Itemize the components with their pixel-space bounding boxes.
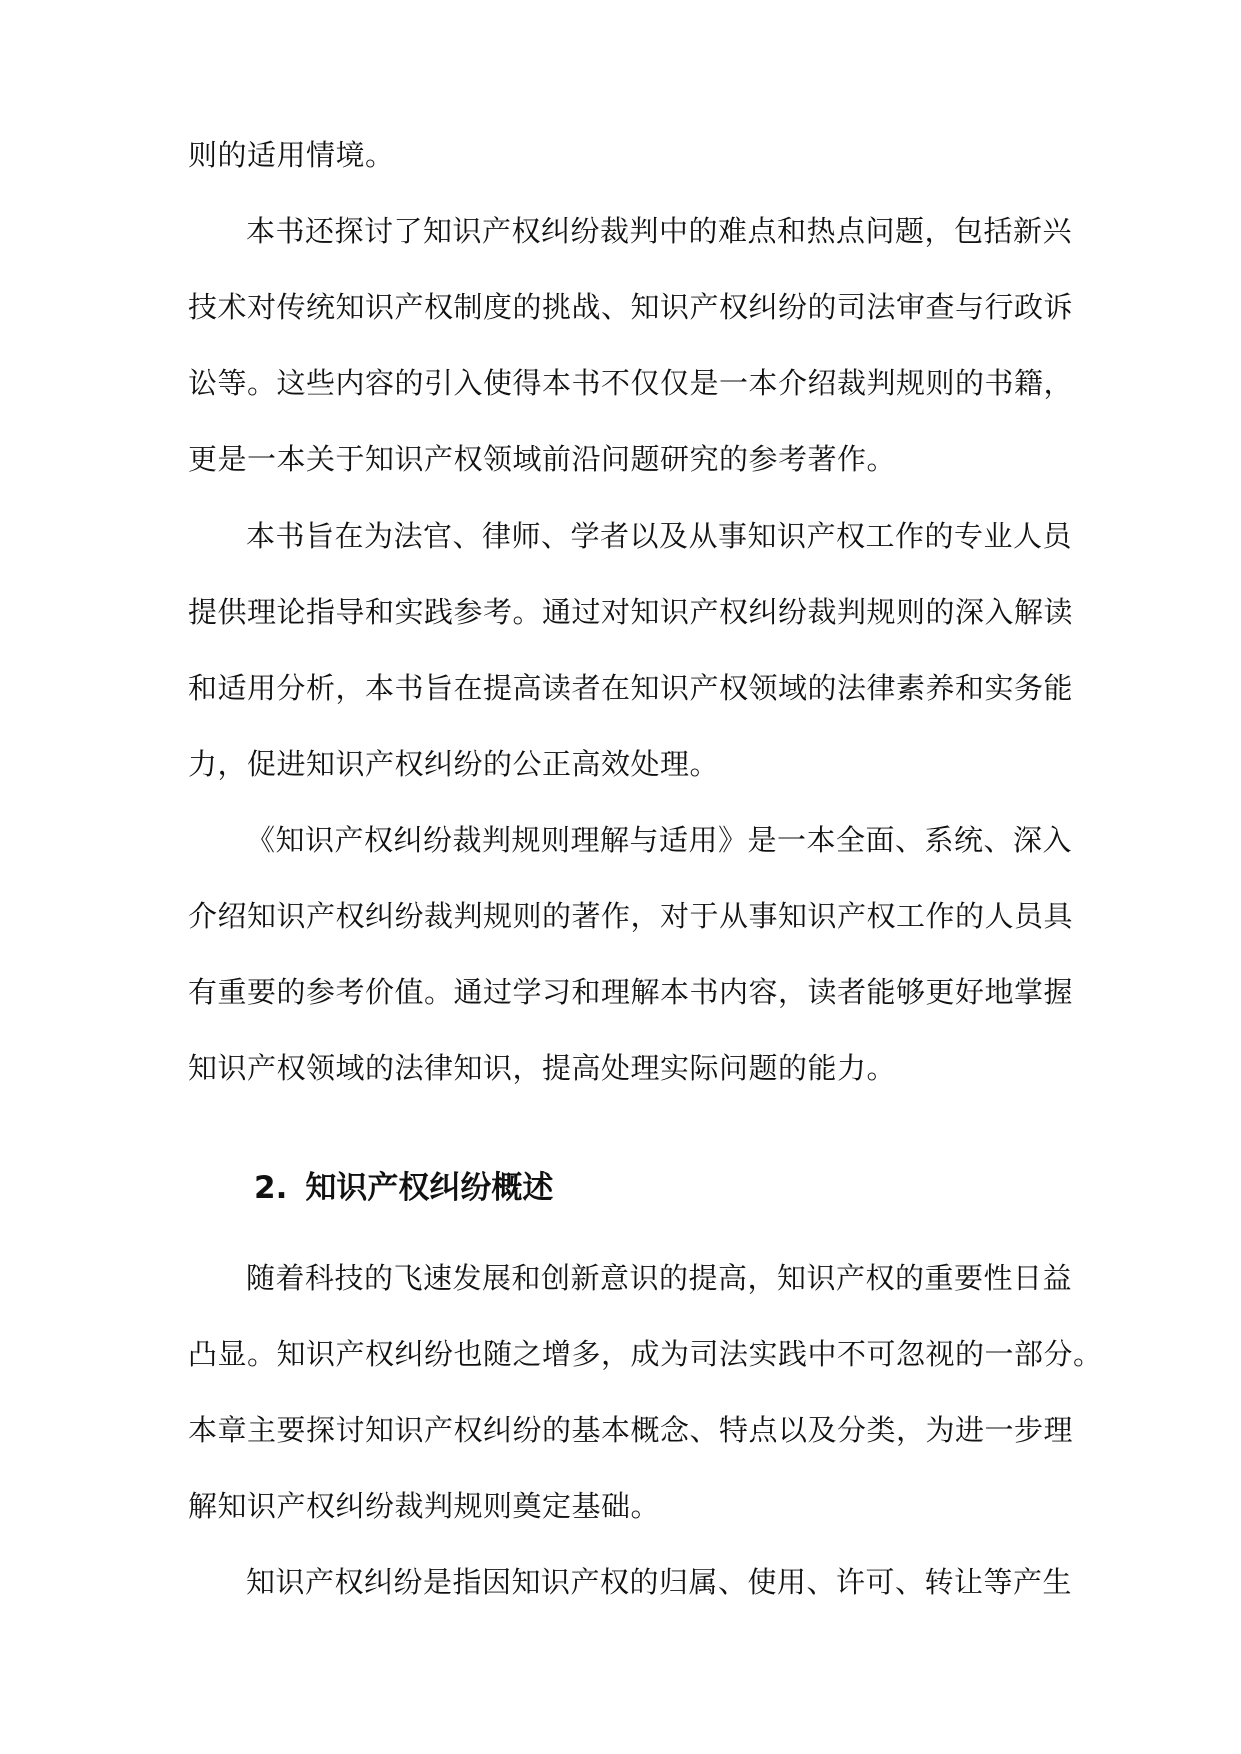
- paragraph-line: 讼等。这些内容的引入使得本书不仅仅是一本介绍裁判规则的书籍，: [188, 366, 1074, 400]
- paragraph-line: 知识产权纠纷是指因知识产权的归属、使用、许可、转让等产生: [246, 1565, 1073, 1599]
- paragraph-line: 技术对传统知识产权制度的挑战、知识产权纠纷的司法审查与行政诉: [188, 290, 1074, 324]
- paragraph-line: 随着科技的飞速发展和创新意识的提高，知识产权的重要性日益: [246, 1261, 1073, 1295]
- paragraph-line: 知识产权领域的法律知识，提高处理实际问题的能力。: [188, 1051, 897, 1085]
- paragraph-line: 《知识产权纠纷裁判规则理解与适用》是一本全面、系统、深入: [246, 823, 1073, 857]
- paragraph-line: 和适用分析，本书旨在提高读者在知识产权领域的法律素养和实务能: [188, 671, 1074, 705]
- paragraph-line: 介绍知识产权纠纷裁判规则的著作，对于从事知识产权工作的人员具: [188, 899, 1074, 933]
- section-heading: [254, 1166, 553, 1210]
- paragraph-line: 有重要的参考价值。通过学习和理解本书内容，读者能够更好地掌握: [188, 975, 1074, 1009]
- section-title: 知识产权纠纷概述: [305, 1170, 554, 1206]
- paragraph-line: 本书还探讨了知识产权纠纷裁判中的难点和热点问题，包括新兴: [246, 214, 1073, 248]
- paragraph-line: 本章主要探讨知识产权纠纷的基本概念、特点以及分类，为进一步理: [188, 1413, 1074, 1447]
- paragraph-line: 解知识产权纠纷裁判规则奠定基础。: [188, 1489, 661, 1523]
- paragraph-line: 则的适用情境。: [188, 138, 395, 172]
- paragraph-line: 提供理论指导和实践参考。通过对知识产权纠纷裁判规则的深入解读: [188, 595, 1074, 629]
- section-number: 2.: [254, 1170, 288, 1206]
- paragraph-line: 力，促进知识产权纠纷的公正高效处理。: [188, 747, 720, 781]
- paragraph-line: 凸显。知识产权纠纷也随之增多，成为司法实践中不可忽视的一部分。: [188, 1337, 1103, 1371]
- paragraph-line: 更是一本关于知识产权领域前沿问题研究的参考著作。: [188, 442, 897, 476]
- paragraph-line: 本书旨在为法官、律师、学者以及从事知识产权工作的专业人员: [246, 519, 1073, 553]
